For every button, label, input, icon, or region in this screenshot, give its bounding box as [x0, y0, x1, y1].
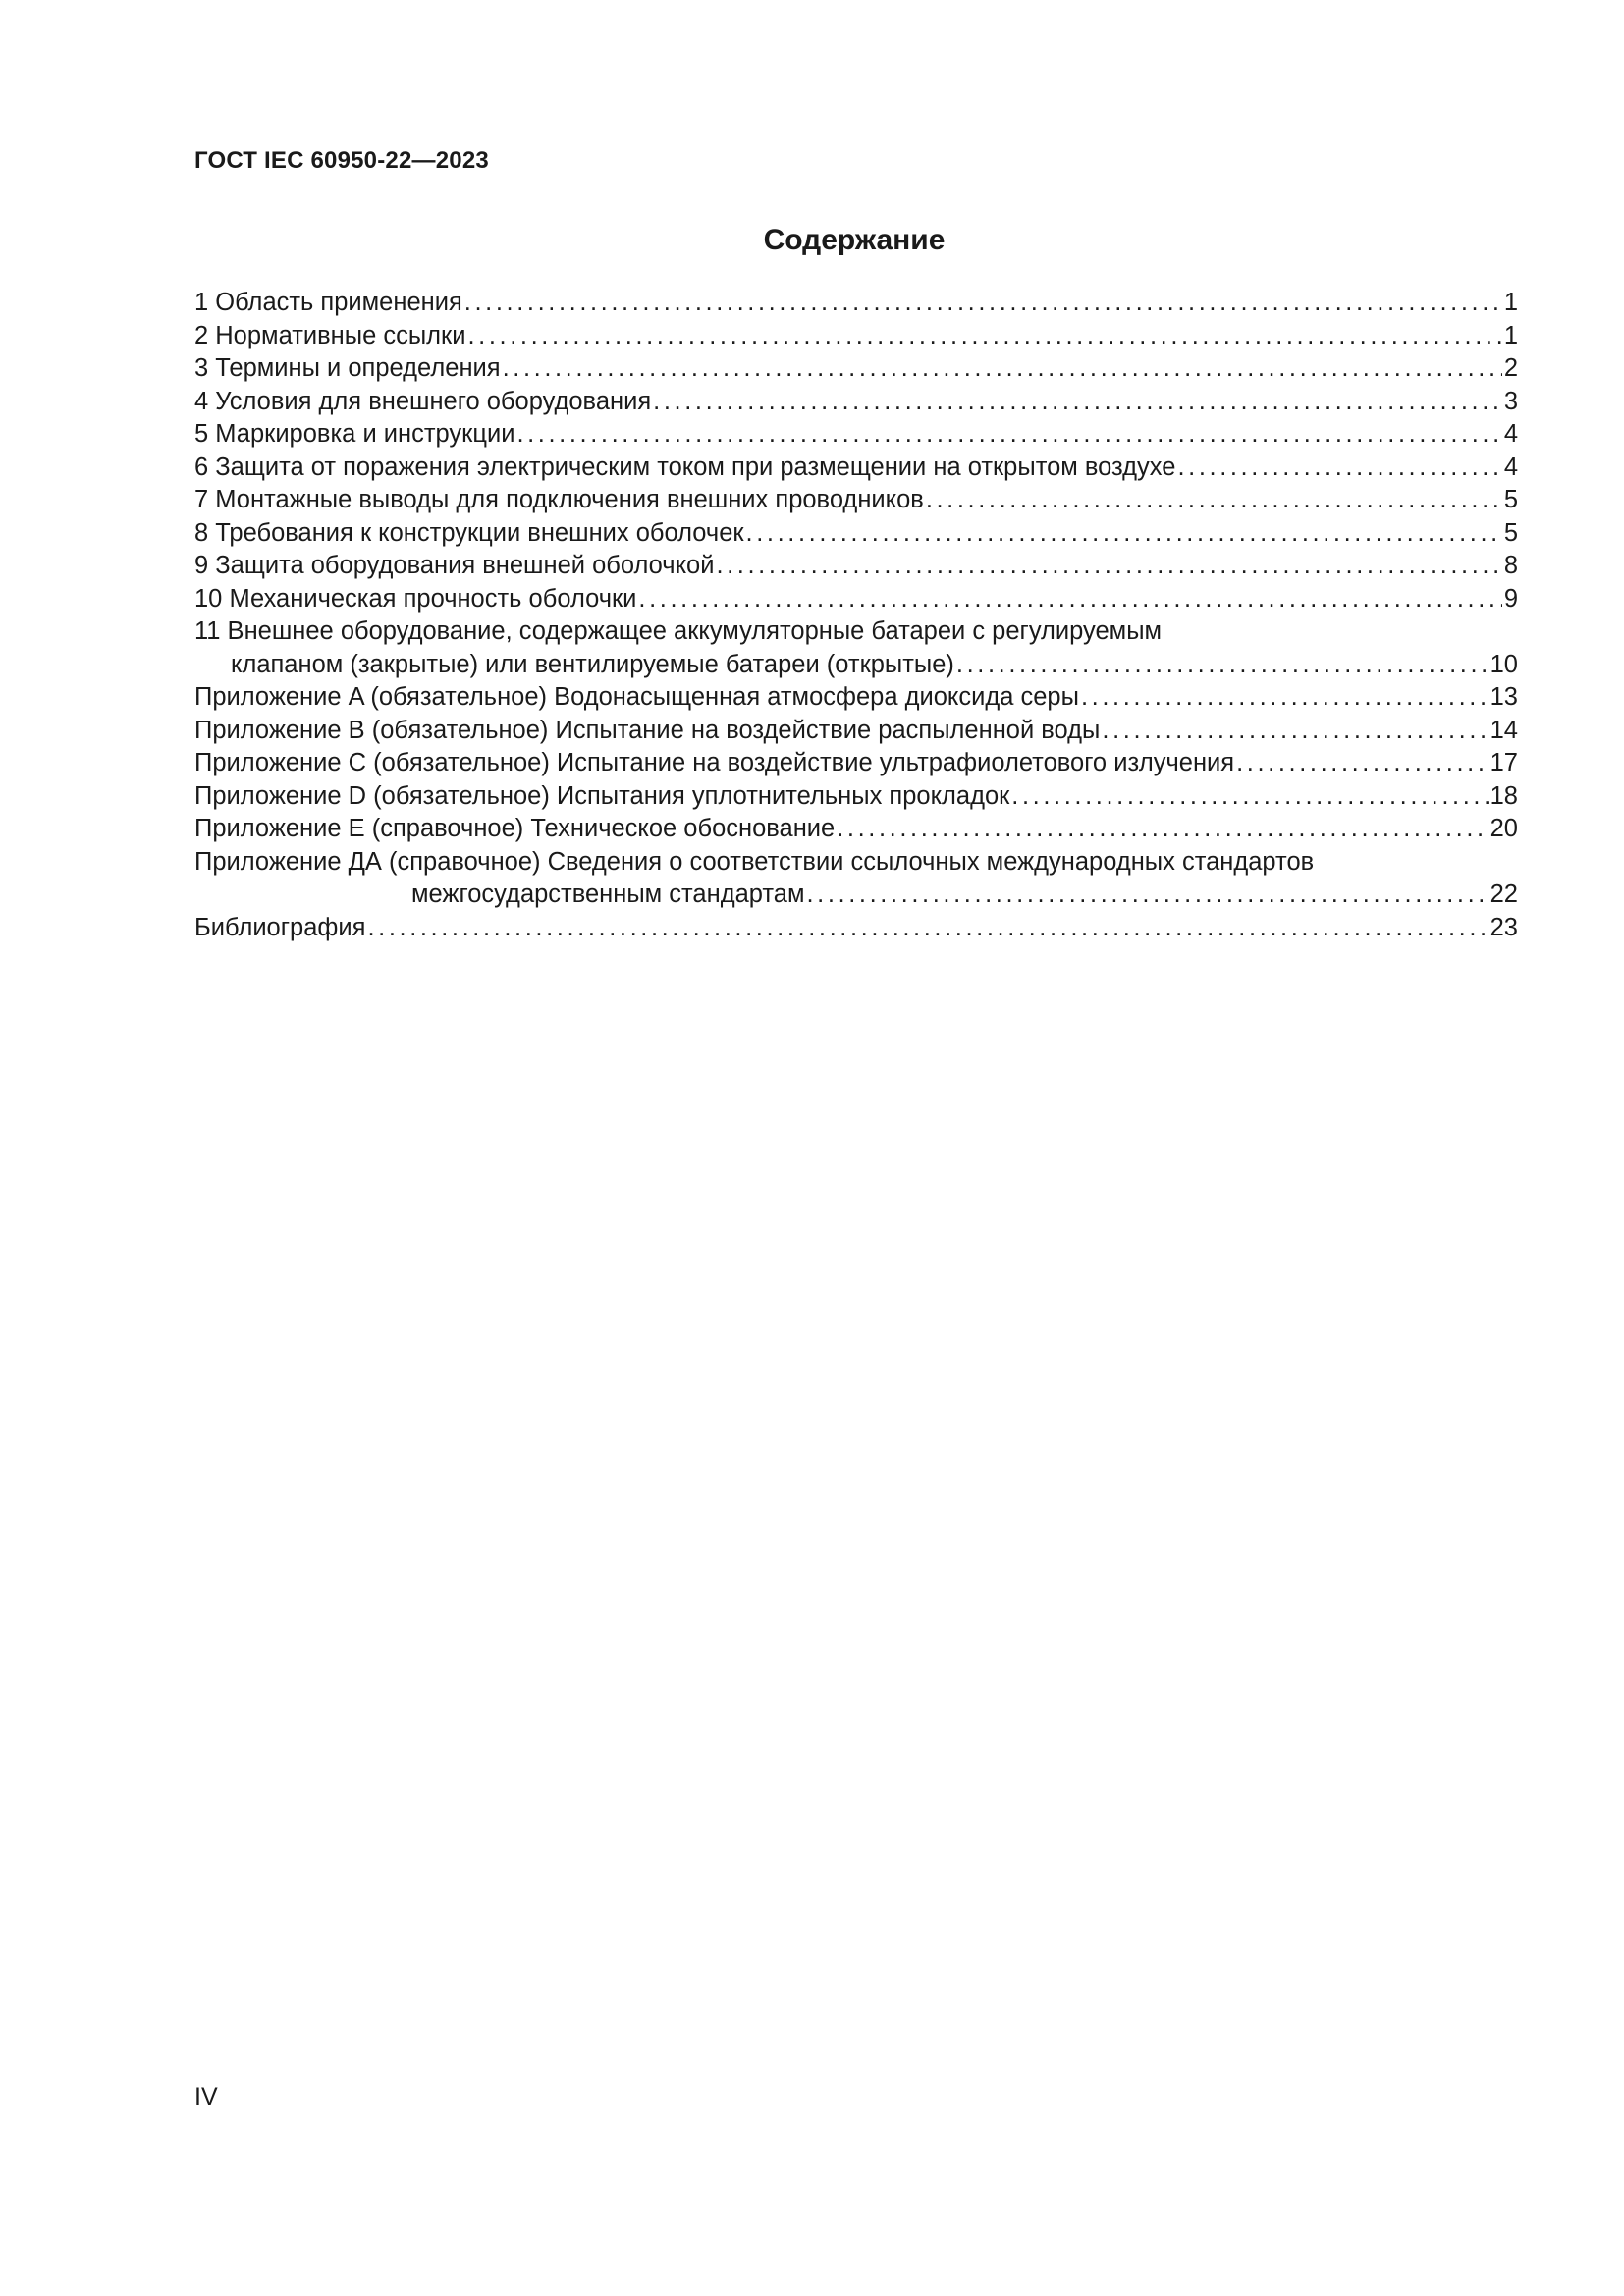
- toc-leader-dots: [467, 320, 1501, 353]
- toc-entry-8[interactable]: [194, 517, 1518, 551]
- toc-entry-page: 10: [1489, 650, 1518, 678]
- toc-entry-page: 20: [1489, 815, 1518, 842]
- toc-leader-dots: [503, 352, 1502, 386]
- toc-entry-label: 3 Термины и определения: [194, 354, 501, 382]
- toc-entry-page: 4: [1503, 420, 1518, 448]
- toc-entry-label: 11 Внешнее оборудование, содержащее аккумуляторные батареи с регулируемым: [194, 617, 1163, 645]
- toc-entry-page: 1: [1503, 289, 1518, 316]
- toc-entry-bibliography[interactable]: [194, 912, 1518, 945]
- page-number: IV: [194, 2083, 218, 2110]
- toc-entry-label: Приложение ДА (справочное) Сведения о соответствии ссылочных международных стандартов: [194, 847, 1315, 876]
- toc-entry-10[interactable]: [194, 583, 1518, 616]
- toc-entry-label: Приложение B (обязательное) Испытание на воздействие распыленной воды: [194, 716, 1101, 744]
- toc-leader-dots: [716, 550, 1501, 583]
- toc-entry-11[interactable]: [194, 649, 1518, 682]
- toc-entry-label: 4 Условия для внешнего оборудования: [194, 387, 652, 415]
- toc-entry-page: 4: [1503, 453, 1518, 481]
- toc-entry-page: 14: [1489, 716, 1518, 744]
- toc-entry-label: 2 Нормативные ссылки: [194, 321, 466, 349]
- toc-leader-dots: [956, 649, 1489, 682]
- toc-leader-dots: [1236, 747, 1489, 780]
- toc-entry-6[interactable]: [194, 452, 1518, 485]
- toc-leader-dots: [653, 386, 1502, 419]
- toc-entry-label: Приложение A (обязательное) Водонасыщенная атмосфера диоксида серы: [194, 683, 1079, 711]
- toc-entry-label: 6 Защита от поражения электрическим током при размещении на открытом воздухе: [194, 453, 1176, 481]
- toc-leader-dots: [367, 912, 1488, 945]
- toc-leader-dots: [1102, 715, 1488, 748]
- toc-entry-page: 17: [1489, 749, 1518, 776]
- toc-entry-4[interactable]: [194, 386, 1518, 419]
- toc-entry-1[interactable]: [194, 287, 1518, 320]
- toc-entry-7[interactable]: [194, 484, 1518, 517]
- toc-entry-page: 3: [1503, 387, 1518, 415]
- toc-leader-dots: [1011, 780, 1488, 814]
- toc-entry-appendix-e[interactable]: [194, 813, 1518, 846]
- toc-entry-2[interactable]: [194, 320, 1518, 353]
- toc-entry-appendix-da[interactable]: [194, 879, 1518, 912]
- toc-leader-dots: [464, 287, 1502, 320]
- toc-entry-label: Библиография: [194, 913, 366, 941]
- toc-entry-page: 1: [1503, 321, 1518, 349]
- toc-entry-appendix-c[interactable]: [194, 747, 1518, 780]
- toc-entry-label: 8 Требования к конструкции внешних оболочек: [194, 518, 744, 547]
- toc-entry-appendix-da-line-1[interactable]: [194, 846, 1518, 880]
- toc-entry-label: Приложение C (обязательное) Испытание на воздействие ультрафиолетового излучения: [194, 749, 1235, 776]
- toc-leader-dots: [806, 879, 1488, 912]
- toc-leader-dots: [1081, 681, 1489, 715]
- toc-entry-appendix-d[interactable]: [194, 780, 1518, 814]
- toc-entry-label: межгосударственным стандартам: [411, 881, 805, 908]
- toc-entry-11-line-1[interactable]: [194, 615, 1518, 649]
- document-code: ГОСТ IEC 60950-22—2023: [194, 147, 489, 174]
- toc-entry-page: 18: [1489, 781, 1518, 810]
- table-of-contents: [194, 287, 1518, 944]
- toc-leader-dots: [516, 418, 1501, 452]
- toc-entry-appendix-b[interactable]: [194, 715, 1518, 748]
- toc-leader-dots: [926, 484, 1502, 517]
- toc-entry-9[interactable]: [194, 550, 1518, 583]
- toc-entry-appendix-a[interactable]: [194, 681, 1518, 715]
- toc-entry-label: Приложение D (обязательное) Испытания уплотнительных прокладок: [194, 781, 1010, 810]
- toc-entry-label: Приложение E (справочное) Техническое обоснование: [194, 815, 836, 842]
- toc-leader-dots: [746, 517, 1502, 551]
- toc-entry-label: 9 Защита оборудования внешней оболочкой: [194, 552, 715, 579]
- toc-entry-page: 9: [1503, 584, 1518, 613]
- toc-entry-page: 23: [1489, 913, 1518, 941]
- toc-entry-label: 5 Маркировка и инструкции: [194, 420, 515, 448]
- toc-entry-page: 5: [1503, 486, 1518, 513]
- toc-leader-dots: [638, 583, 1501, 616]
- toc-entry-page: 13: [1489, 683, 1518, 711]
- toc-leader-dots: [1177, 452, 1501, 485]
- toc-entry-page: 2: [1503, 354, 1518, 382]
- toc-entry-page: 8: [1503, 552, 1518, 579]
- toc-entry-3[interactable]: [194, 352, 1518, 386]
- toc-entry-label: клапаном (закрытые) или вентилируемые батареи (открытые): [231, 650, 954, 678]
- toc-leader-dots: [837, 813, 1488, 846]
- toc-entry-page: 22: [1489, 881, 1518, 908]
- toc-entry-label: 7 Монтажные выводы для подключения внешних проводников: [194, 486, 924, 513]
- toc-entry-page: 5: [1503, 518, 1518, 547]
- toc-entry-5[interactable]: [194, 418, 1518, 452]
- toc-entry-label: 10 Механическая прочность оболочки: [194, 584, 637, 613]
- toc-title: Содержание: [763, 224, 946, 256]
- toc-entry-label: 1 Область применения: [194, 289, 462, 316]
